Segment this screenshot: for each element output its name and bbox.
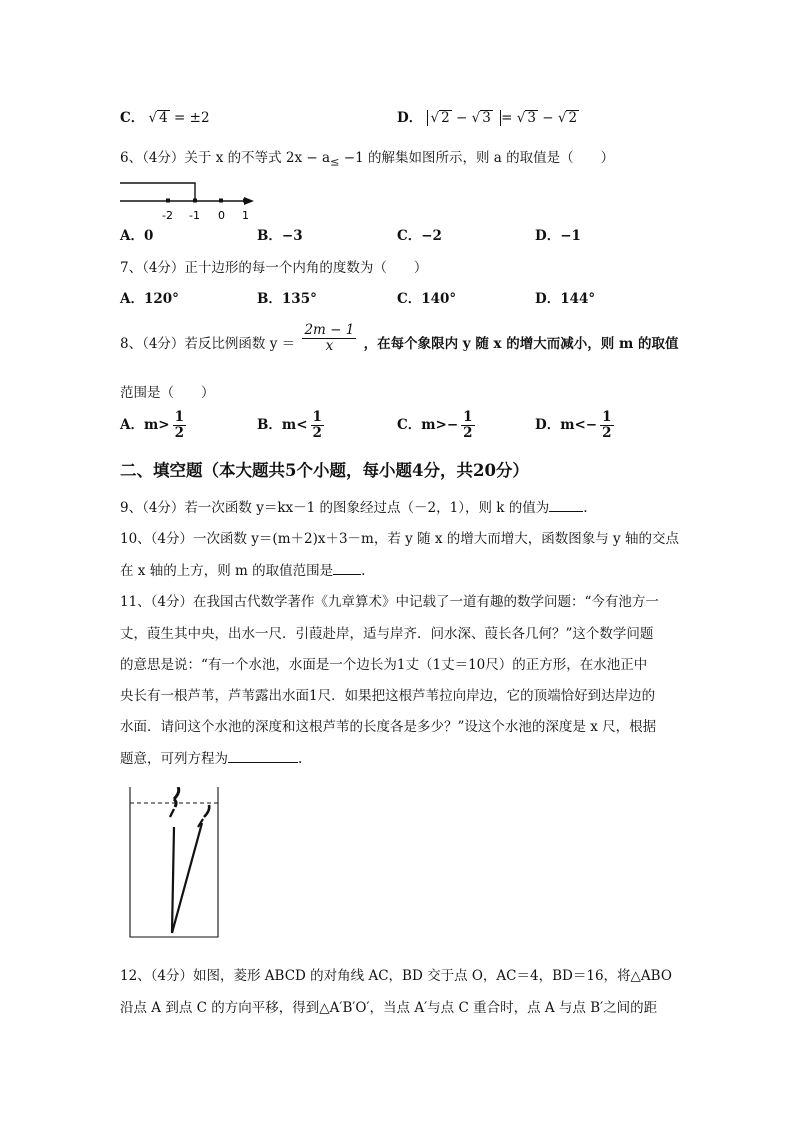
tick-mark xyxy=(243,199,247,203)
reed-tip-icon xyxy=(174,787,179,807)
question-11-line-5: 水面．请问这个水池的深度和这根芦苇的长度各是多少？”设这个水池的深度是 x 尺，根据 xyxy=(120,719,657,735)
fraction: $\frac{1}{2}$ xyxy=(174,409,184,441)
q7-option-b: B．135° xyxy=(257,291,317,307)
tick-mark xyxy=(219,199,223,203)
question-11-line-4: 央长有一根芦苇，芦苇露出水面1尺．如果把这根芦苇拉向岸边，它的顶端恰好到达岸边的 xyxy=(120,688,656,704)
question-7-text: 7、（4分）正十边形的每一个内角的度数为（ ） xyxy=(120,260,428,276)
question-8-text: 8、（4分）若反比例函数 y ＝ $\frac{2m - 1}{x}$ ，在每个象限内 y 随 x 的增大而减小，则 m 的取值 xyxy=(120,322,679,354)
number-line-figure xyxy=(118,175,258,223)
answer-blank[interactable] xyxy=(228,748,298,763)
question-6-text: 6、（4分）关于 x 的不等式 $2x - a_\le -1$ 的解集如图所示，则 a 的取值是（ ） xyxy=(120,150,615,169)
q8-option-c: C．m>− $\frac{1}{2}$ xyxy=(397,409,473,441)
question-11-line-1: 11、（4分）在我国古代数学著作《九章算术》中记载了一道有趣的数学问题：“今有池方一 xyxy=(120,594,659,610)
question-8-text-cont: 范围是（ ） xyxy=(120,385,215,401)
reed-stem-tilted xyxy=(172,823,202,933)
fraction: $\frac{2m - 1}{x}$ xyxy=(304,322,355,354)
question-10-line-2: 在 x 轴的上方，则 m 的取值范围是 . xyxy=(120,560,365,581)
tick-mark xyxy=(193,199,197,203)
question-11-line-6: 题意，可列方程为 . xyxy=(120,748,302,769)
abs-value: √ 2 − √ 3 xyxy=(427,110,502,126)
fraction: $\frac{1}{2}$ xyxy=(602,409,612,441)
tick-label: -2 xyxy=(162,209,173,222)
fraction: $\frac{1}{2}$ xyxy=(463,409,473,441)
question-9-text: 9、（4分）若一次函数 y＝kx－1 的图象经过点（－2，1），则 k 的值为 . xyxy=(120,497,588,518)
tick-label: 1 xyxy=(242,209,249,222)
q6-option-d: D．−1 xyxy=(535,228,581,244)
q8-option-a: A．m> $\frac{1}{2}$ xyxy=(120,409,184,441)
reed-leaf-icon xyxy=(170,809,174,817)
answer-blank[interactable] xyxy=(549,497,583,512)
q7-option-a: A．120° xyxy=(120,291,179,307)
answer-blank[interactable] xyxy=(333,560,361,575)
tick-label: -1 xyxy=(189,209,200,222)
tick-label: 0 xyxy=(218,209,225,222)
sqrt-symbol: √ xyxy=(148,110,158,126)
question-11-line-3: 的意思是说：“有一个水池，水面是一个边长为1丈（1丈＝10尺）的正方形，在水池正中 xyxy=(120,657,648,673)
question-10-line-1: 10、（4分）一次函数 y＝(m＋2)x＋3－m，若 y 随 x 的增大而增大，函数图象与 y 轴的交点 xyxy=(120,531,679,547)
section-heading: 二、填空题（本大题共5个小题，每小题4分，共20分） xyxy=(120,461,529,480)
q8-option-d: D．m<− $\frac{1}{2}$ xyxy=(535,409,612,441)
fraction: $\frac{1}{2}$ xyxy=(312,409,322,441)
tick-mark xyxy=(166,199,170,203)
q6-option-b: B．−3 xyxy=(257,228,303,244)
q6-option-a: A．0 xyxy=(120,228,154,244)
solution-bracket xyxy=(120,183,195,201)
q8-option-b: B．m< $\frac{1}{2}$ xyxy=(257,409,322,441)
q7-option-d: D．144° xyxy=(535,291,596,307)
reed-tip-icon xyxy=(204,805,209,817)
reed-stem-upright xyxy=(172,827,174,933)
q6-option-c: C．−2 xyxy=(397,228,442,244)
pond-reed-figure xyxy=(126,787,222,941)
question-12-line-2: 沿点 A 到点 C 的方向平移，得到△A′B′O′，当点 A′与点 C 重合时，点 A 与点 B′之间的距 xyxy=(120,1000,658,1016)
q5-option-d: D． √ 2 − √ 3 = √ 3 − √ 2 xyxy=(397,110,578,126)
q5-option-c: C． √ 4 = ±2 xyxy=(120,110,210,126)
question-12-line-1: 12、（4分）如图，菱形 ABCD 的对角线 AC，BD 交于点 O，AC＝4，BD＝16，将△ABO xyxy=(120,968,672,984)
q7-option-c: C．140° xyxy=(397,291,457,307)
question-11-line-2: 丈，葭生其中央，出水一尺．引葭赴岸，适与岸齐．问水深、葭长各几何？”这个数学问题 xyxy=(120,626,654,642)
